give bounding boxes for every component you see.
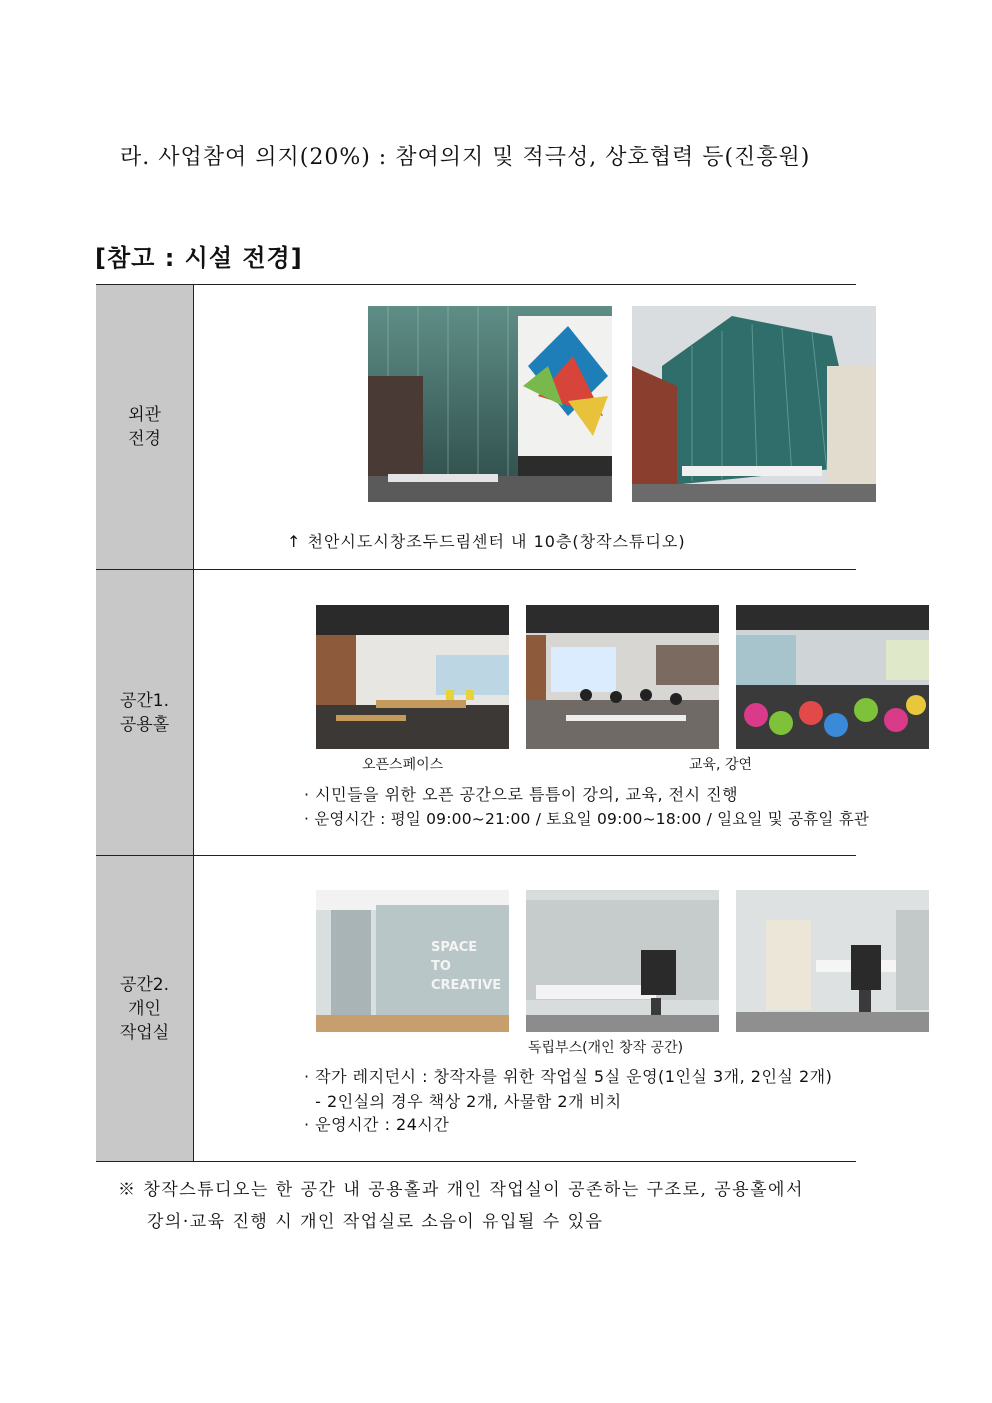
private-booth-caption: 독립부스(개인 창작 공간) [528,1040,684,1056]
note-line-2: 강의·교육 진행 시 개인 작업실로 소음이 유입될 수 있음 [147,1212,604,1232]
studio-bullet-3: · 운영시간 : 24시간 [304,1115,450,1134]
section-heading: 라. 사업참여 의지(20%) : 참여의지 및 적극성, 상호협력 등(진흥원) [120,145,811,170]
common-hall-bullet-2: · 운영시간 : 평일 09:00~21:00 / 토요일 09:00~18:00 / 일요일 및 공휴일 휴관 [304,810,870,828]
reference-title: [참고 : 시설 전경] [95,244,303,272]
common-hall-photo-2 [526,605,719,749]
row-label-exterior: 외관 전경 [96,285,194,570]
exterior-photo-2 [632,306,876,502]
studio-photo-1 [316,890,509,1032]
studio-photo-3 [736,890,929,1032]
common-hall-photo-1 [316,605,509,749]
common-hall-photo-3 [736,605,929,749]
space-to-creative-text: SPACE TO CREATIVE [431,940,502,993]
exterior-photo-1 [368,306,612,502]
common-hall-bullet-1: · 시민들을 위한 오픈 공간으로 틈틈이 강의, 교육, 전시 진행 [304,785,739,804]
education-caption: 교육, 강연 [689,757,752,773]
row-label-private-studio: 공간2. 개인 작업실 [96,856,194,1162]
open-space-caption: 오픈스페이스 [362,757,444,773]
note-line-1: ※ 창작스튜디오는 한 공간 내 공용홀과 개인 작업실이 공존하는 구조로, 공용홀에서 [118,1180,804,1200]
facility-table [96,284,870,1162]
studio-bullet-2: - 2인실의 경우 책상 2개, 사물함 2개 비치 [304,1092,622,1111]
studio-photo-2 [526,890,719,1032]
table-row-common-hall [96,570,856,856]
row-label-common-hall: 공간1. 공용홀 [96,570,194,856]
table-row-private-studio [96,856,856,1162]
studio-bullet-1: · 작가 레지던시 : 창작자를 위한 작업실 5실 운영(1인실 3개, 2인실 2개) [304,1067,833,1086]
exterior-caption: ↑ 천안시도시창조두드림센터 내 10층(창작스튜디오) [287,532,686,551]
table-row-exterior [96,285,856,570]
